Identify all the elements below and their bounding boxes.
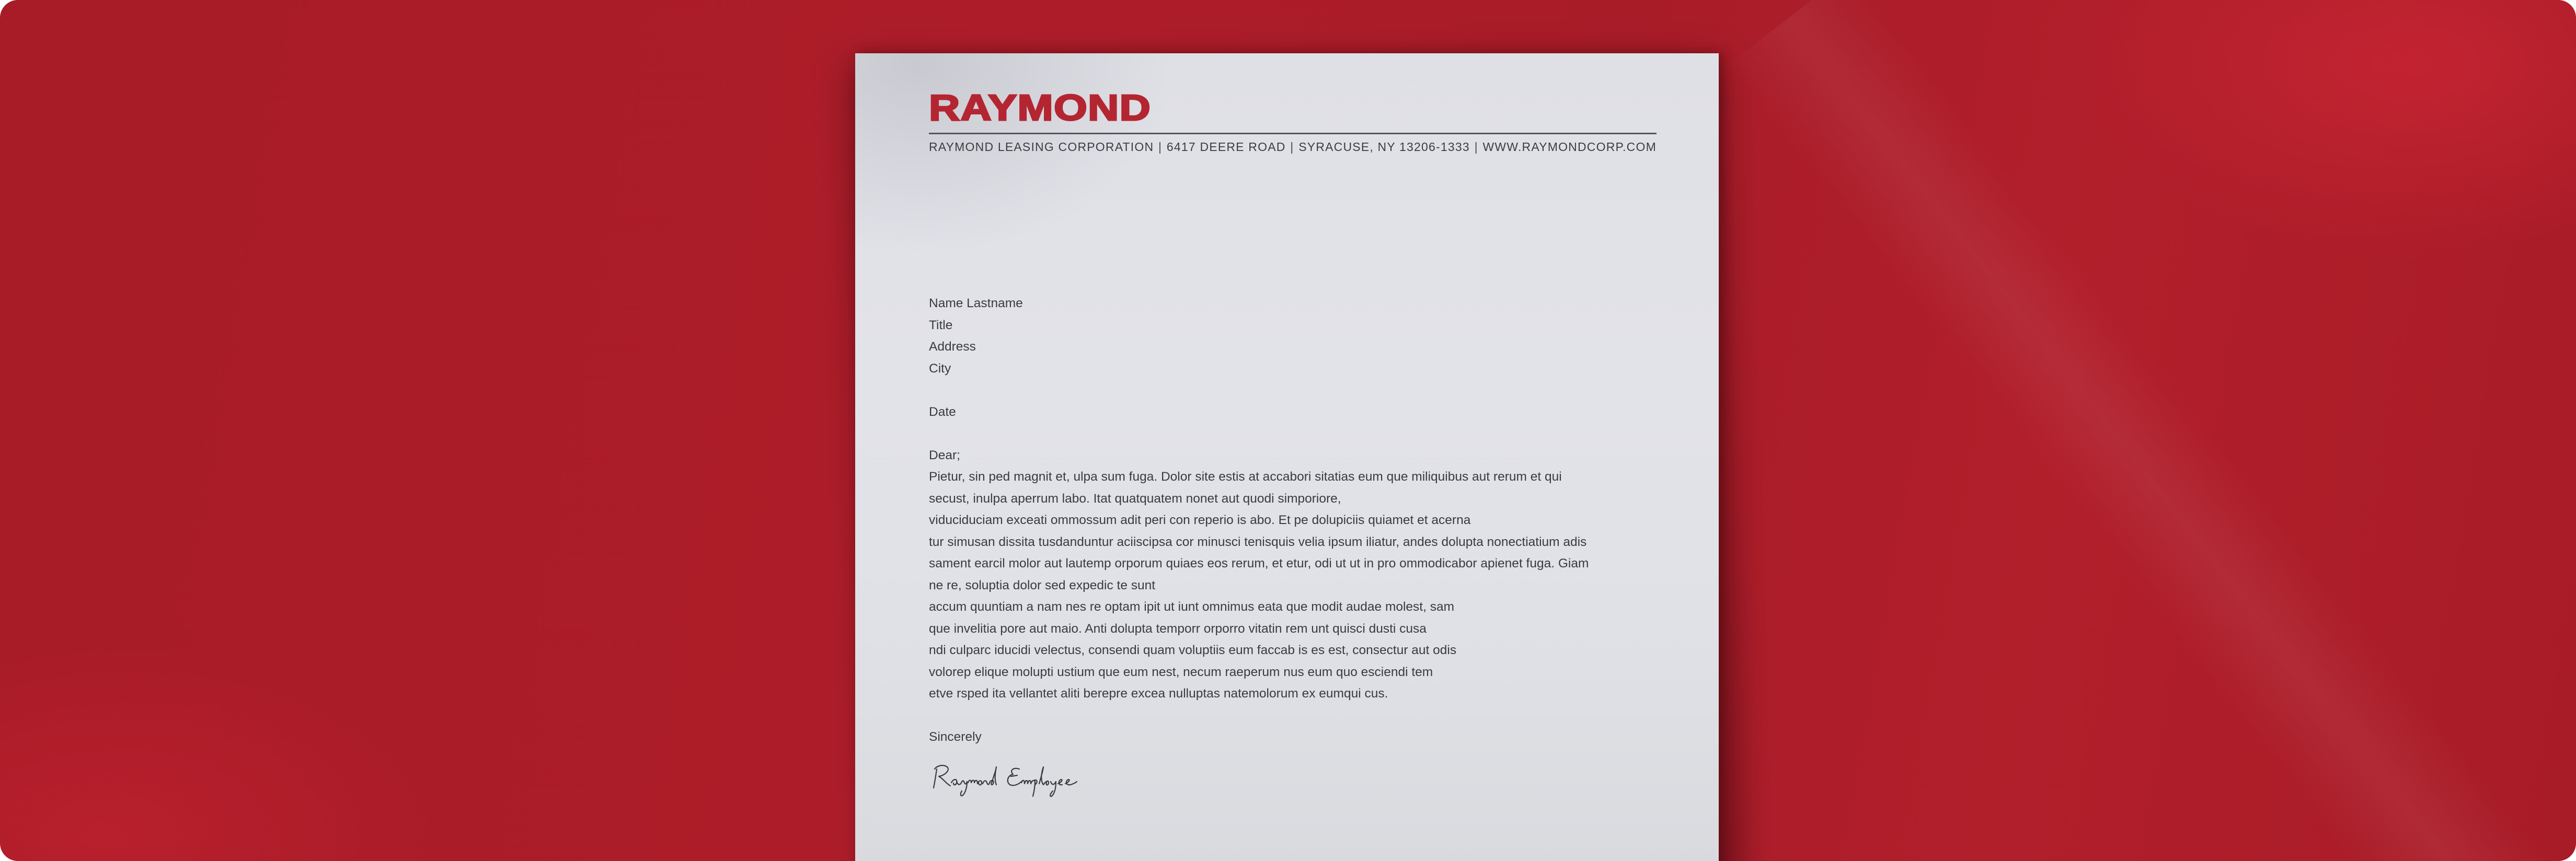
logo-wordmark: RAYMOND bbox=[929, 92, 1151, 123]
body-line: que invelitia pore aut maio. Anti dolupta temporr orporro vitatin rem unt quisci dusti cusa bbox=[929, 621, 1427, 636]
recipient-title: Title bbox=[929, 318, 953, 332]
letter-sheet bbox=[855, 53, 1719, 861]
body-line: ndi culparc iducidi velectus, consendi quam voluptiis eum faccab is es est, consectur aut odis bbox=[929, 643, 1457, 657]
spacer bbox=[929, 379, 1661, 401]
recipient-city: City bbox=[929, 361, 951, 376]
company-website: WWW.RAYMONDCORP.COM bbox=[1482, 140, 1657, 154]
separator: | bbox=[1474, 140, 1478, 154]
letter-date: Date bbox=[929, 404, 956, 419]
closing: Sincerely bbox=[929, 730, 982, 744]
company-name: RAYMOND LEASING CORPORATION bbox=[929, 140, 1154, 154]
background-sheen bbox=[1728, 0, 2559, 861]
recipient-address: Address bbox=[929, 340, 976, 354]
body-line: tur simusan dissita tusdanduntur aciiscipsa cor minusci tenisquis velia ipsum iliatur, andes dolupta nonectiatium adis bbox=[929, 534, 1587, 549]
separator: | bbox=[1290, 140, 1294, 154]
body-line: viduciduciam exceati ommossum adit peri con reperio is abo. Et pe dolupiciis quiamet et acerna bbox=[929, 513, 1471, 527]
recipient-name: Name Lastname bbox=[929, 296, 1023, 310]
company-address: 6417 DEERE ROAD bbox=[1166, 140, 1286, 154]
handwritten-signature bbox=[927, 753, 1095, 800]
body-line: ne re, soluptia dolor sed expedic te sunt bbox=[929, 578, 1156, 592]
salutation: Dear; bbox=[929, 448, 960, 462]
letterhead-rule bbox=[929, 133, 1657, 134]
letterhead-contact-line bbox=[929, 140, 1657, 154]
spacer bbox=[929, 705, 1661, 727]
raymond-logo bbox=[929, 92, 1151, 123]
body-line: etve rsped ita vellantet aliti berepre excea nulluptas natemolorum ex eumqui cus. bbox=[929, 687, 1388, 701]
separator: | bbox=[1158, 140, 1163, 154]
body-line: Pietur, sin ped magnit et, ulpa sum fuga. Dolor site estis at accabori sitatias eum que miliquibus aut rerum et qui bbox=[929, 470, 1562, 484]
company-city-state: SYRACUSE, NY 13206-1333 bbox=[1298, 140, 1470, 154]
body-line: volorep elique molupti ustium que eum nest, necum raeperum nus eum quo esciendi tem bbox=[929, 665, 1433, 679]
body-line: accum quuntiam a nam nes re optam ipit ut iunt omnimus eata que modit audae molest, sam bbox=[929, 600, 1455, 614]
body-line: sament earcil molor aut lautemp orporum quiaes eos rerum, et etur, odi ut ut in pro ommodicabor apienet fuga. Giam bbox=[929, 556, 1589, 571]
letterhead bbox=[929, 92, 1657, 154]
letter-body bbox=[929, 293, 1661, 748]
spacer bbox=[929, 423, 1661, 445]
body-line: secust, inulpa aperrum labo. Itat quatquatem nonet aut quodi simporiore, bbox=[929, 491, 1341, 506]
